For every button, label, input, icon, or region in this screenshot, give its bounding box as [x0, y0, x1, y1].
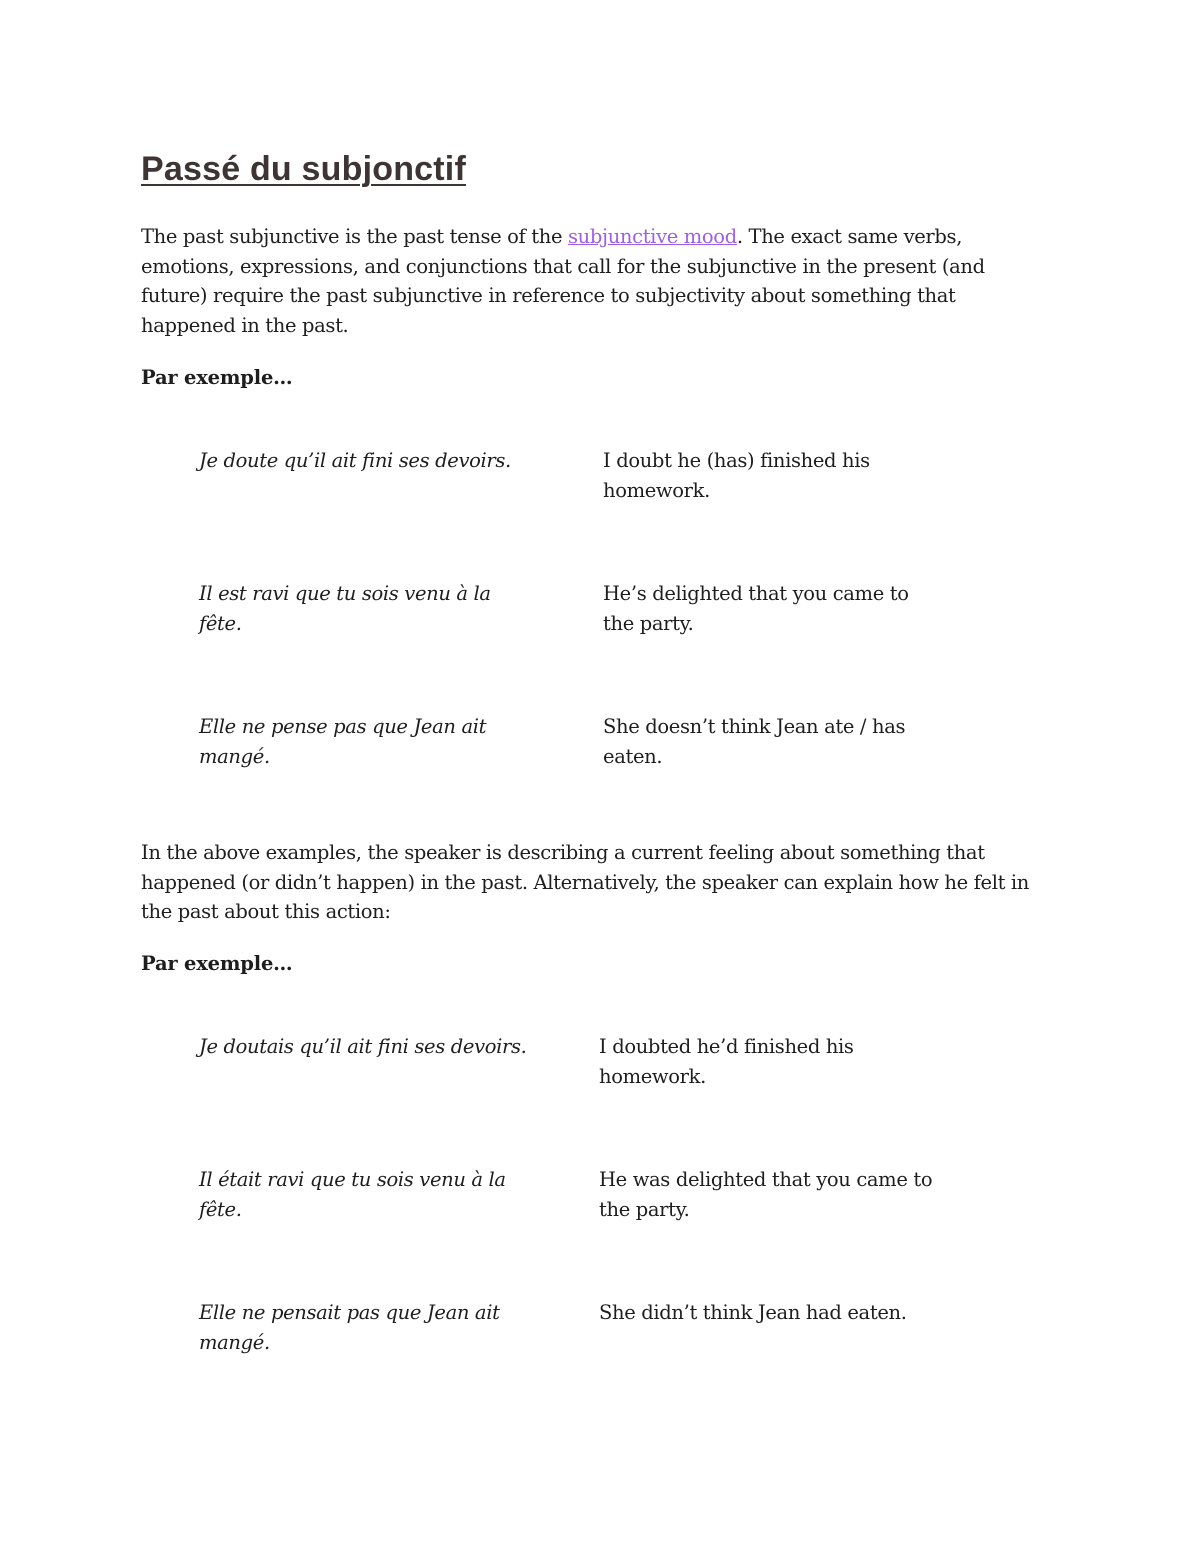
example-english: She didn’t think Jean had eaten. — [599, 1301, 907, 1324]
examples-heading-2: Par exemple… — [141, 952, 293, 975]
page-title: Passé du subjonctif — [141, 150, 466, 188]
example-french: Je doutais qu’il ait fini ses devoirs. — [199, 1035, 527, 1058]
middle-paragraph: In the above examples, the speaker is describing a current feeling about something that happened (or didn’t happen) in the past. Alternatively, the speaker can explain how he felt in the past about this action: — [141, 841, 1030, 923]
example-french: Elle ne pensait pas que Jean ait mangé. — [199, 1301, 500, 1354]
example-english: I doubted he’d finished his homework. — [599, 1035, 854, 1088]
intro-text-before-link: The past subjunctive is the past tense of the — [141, 225, 569, 248]
examples-heading-1: Par exemple… — [141, 366, 293, 389]
example-french: Je doute qu’il ait fini ses devoirs. — [199, 449, 511, 472]
example-english: He’s delighted that you came to the party. — [603, 582, 909, 635]
intro-text-after-link: . The exact same verbs, emotions, expressions, and conjunctions that call for the subjunctive in the present (and future) require the past subjunctive in reference to subjectivity about something that happened in the past. — [141, 225, 985, 337]
example-french: Il est ravi que tu sois venu à la fête. — [199, 582, 491, 635]
example-english: I doubt he (has) finished his homework. — [603, 449, 870, 502]
intro-paragraph — [141, 222, 1041, 340]
example-french: Il était ravi que tu sois venu à la fête. — [199, 1168, 506, 1221]
example-french: Elle ne pense pas que Jean ait mangé. — [199, 715, 487, 768]
example-english: She doesn’t think Jean ate / has eaten. — [603, 715, 906, 768]
example-english: He was delighted that you came to the party. — [599, 1168, 933, 1221]
subjunctive-mood-link[interactable]: subjunctive mood — [568, 225, 737, 248]
